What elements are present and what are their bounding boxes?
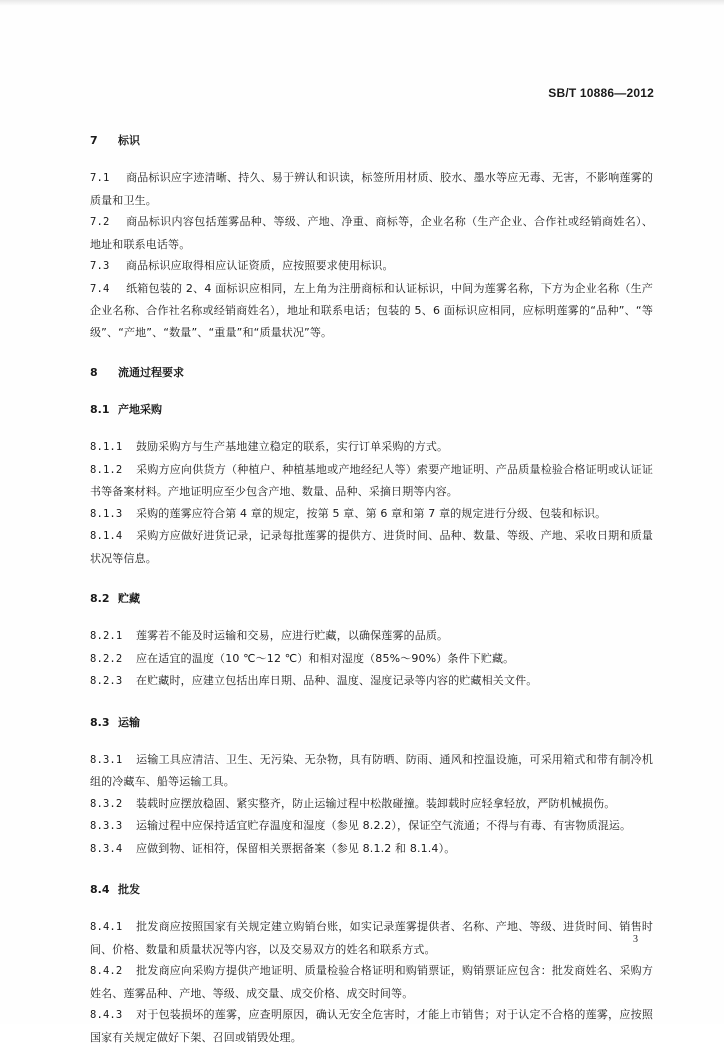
- section-heading: [90, 715, 653, 730]
- section-heading: [90, 365, 653, 380]
- section-number: 8: [90, 366, 98, 379]
- clause-paragraph: [90, 1004, 653, 1048]
- clause-number: 7.4: [90, 282, 110, 295]
- clause-text: 莲雾若不能及时运输和交易，应进行贮藏，以确保莲雾的品质。: [136, 629, 449, 642]
- clause-paragraph: [90, 278, 653, 344]
- clause-number: 8.1.2: [90, 463, 123, 476]
- clause-text: 采购方应做好进货记录，记录每批莲雾的提供方、进货时间、品种、数量、等级、产地、采收日期和质量状况等信息。: [90, 529, 653, 565]
- clause-number: 8.4.2: [90, 965, 123, 977]
- clause-text: 采购的莲雾应符合第 4 章的规定，按第 5 章、第 6 章和第 7 章的规定进行分级、包装和标识。: [136, 506, 607, 520]
- clause-paragraph: [90, 916, 653, 960]
- clause-paragraph: [90, 838, 653, 861]
- clause-paragraph: [90, 167, 653, 211]
- section-number: 8.1: [90, 403, 110, 416]
- clause-text: 商品标识应字迹清晰、持久、易于辨认和识读，标签所用材质、胶水、墨水等应无毒、无害，不影响莲雾的质量和卫生。: [90, 171, 653, 207]
- scan-edge: [0, 0, 724, 6]
- clause-text: 装载时应摆放稳固、紧实整齐，防止运输过程中松散碰撞。装卸载时应轻拿轻放，严防机械损伤。: [136, 796, 616, 810]
- clause-number: 8.4.1: [90, 921, 123, 933]
- section-heading: [90, 591, 653, 606]
- clause-text: 运输工具应清洁、卫生、无污染、无杂物，具有防晒、防雨、通风和控温设施，可采用箱式和带有制冷机组的冷藏车、船等运输工具。: [90, 752, 653, 788]
- section-number: 7: [90, 134, 98, 147]
- standard-code: SB/T 10886—2012: [548, 86, 654, 100]
- clause-paragraph: [90, 648, 653, 671]
- clause-number: 8.3.3: [90, 820, 123, 832]
- clause-text: 商品标识应取得相应认证资质，应按照要求使用标识。: [126, 259, 394, 272]
- clause-number: 7.3: [90, 260, 110, 272]
- page-number: 3: [633, 934, 638, 945]
- clause-paragraph: [90, 670, 653, 693]
- clause-text: 商品标识内容包括莲雾品种、等级、产地、净重、商标等，企业名称（生产企业、合作社或经销商姓名）、地址和联系电话等。: [90, 215, 653, 251]
- clause-text: 应做到物、证相符，保留相关票据备案（参见 8.1.2 和 8.1.4）。: [136, 841, 456, 855]
- clause-text: 鼓励采购方与生产基地建立稳定的联系，实行订单采购的方式。: [136, 440, 449, 453]
- clause-text: 在贮藏时，应建立包括出库日期、品种、温度、湿度记录等内容的贮藏相关文件。: [136, 674, 538, 687]
- clause-number: 8.3.2: [90, 797, 123, 810]
- clause-paragraph: [90, 255, 653, 278]
- clause-number: 8.1.1: [90, 441, 123, 453]
- section-number: 8.4: [90, 883, 110, 896]
- clause-paragraph: [90, 503, 653, 526]
- clause-number: 8.4.3: [90, 1009, 123, 1021]
- clause-text: 对于包装损坏的莲雾，应查明原因，确认无安全危害时，才能上市销售；对于认定不合格的莲雾，应按照国家有关规定做好下架、召回或销毁处理。: [90, 1008, 653, 1044]
- clause-text: 运输过程中应保持适宜贮存温度和湿度（参见 8.2.2），保证空气流通；不得与有毒、有害物质混运。: [136, 819, 632, 832]
- clause-number: 7.2: [90, 216, 110, 228]
- clause-number: 8.2.1: [90, 630, 123, 642]
- clause-paragraph: [90, 459, 653, 503]
- clause-paragraph: [90, 815, 653, 838]
- section-title: 贮藏: [118, 592, 140, 605]
- section-heading: [90, 882, 653, 897]
- clause-number: 7.1: [90, 172, 110, 184]
- clause-paragraph: [90, 749, 653, 793]
- section-title: 流通过程要求: [118, 366, 184, 379]
- clause-text: 批发商应向采购方提供产地证明、质量检验合格证明和购销票证，购销票证应包含：批发商姓名、采购方姓名、莲雾品种、产地、等级、成交量、成交价格、成交时间等。: [90, 964, 653, 1000]
- clause-paragraph: [90, 960, 653, 1004]
- clause-number: 8.3.4: [90, 842, 123, 855]
- section-heading: [90, 402, 653, 417]
- clause-paragraph: [90, 625, 653, 648]
- clause-paragraph: [90, 211, 653, 255]
- section-title: 运输: [118, 715, 140, 729]
- clause-paragraph: [90, 525, 653, 569]
- document-body: [90, 133, 653, 1048]
- clause-number: 8.1.3: [90, 507, 123, 520]
- section-heading: [90, 133, 653, 148]
- section-title: 批发: [118, 883, 140, 896]
- clause-number: 8.3.1: [90, 753, 123, 766]
- clause-text: 批发商应按照国家有关规定建立购销台账，如实记录莲雾提供者、名称、产地、等级、进货时间、销售时间、价格、数量和质量状况等内容，以及交易双方的姓名和联系方式。: [90, 920, 653, 956]
- section-number: 8.2: [90, 592, 110, 605]
- clause-number: 8.2.2: [90, 652, 123, 665]
- clause-text: 应在适宜的温度（10 ℃～12 ℃）和相对湿度（85%～90%）条件下贮藏。: [136, 651, 515, 665]
- clause-text: 采购方应向供货方（种植户、种植基地或产地经纪人等）索要产地证明、产品质量检验合格证明或认证证书等备案材料。产地证明应至少包含产地、数量、品种、采摘日期等内容。: [90, 462, 653, 498]
- clause-paragraph: [90, 436, 653, 459]
- clause-number: 8.2.3: [90, 675, 123, 687]
- clause-paragraph: [90, 793, 653, 816]
- section-title: 标识: [118, 134, 140, 147]
- section-number: 8.3: [90, 715, 110, 729]
- section-title: 产地采购: [118, 403, 162, 416]
- clause-number: 8.1.4: [90, 530, 123, 542]
- clause-text: 纸箱包装的 2、4 面标识应相同，左上角为注册商标和认证标识，中间为莲雾名称，下方为企业名称（生产企业名称、合作社名称或经销商姓名），地址和联系电话；包装的 5、6 面标识应相同，应标明莲雾的“品种”、“等级”、“产地”、“数量”、“重量”和“质量状况”等。: [90, 281, 653, 339]
